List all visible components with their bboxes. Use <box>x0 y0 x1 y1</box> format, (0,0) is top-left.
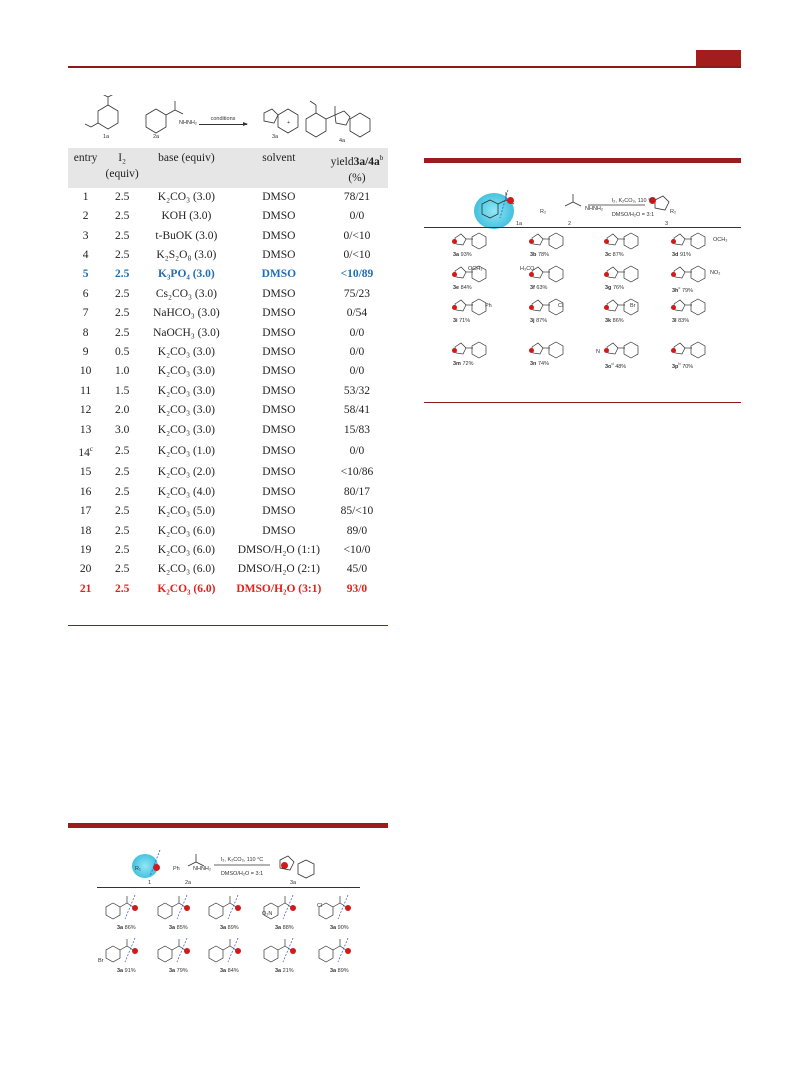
cell-i2: 2.5 <box>114 268 130 281</box>
subst-cl: Cl <box>317 903 323 909</box>
table-row <box>68 560 388 579</box>
bottom-r1-label: R₁ <box>135 866 141 872</box>
cell-solvent: DMSO <box>262 445 296 458</box>
cell-entry: 7 <box>82 307 89 320</box>
right-r2-label: R₂ <box>540 209 547 215</box>
reagent-2a: NHNH₂ <box>179 120 198 126</box>
header-rule <box>68 66 741 68</box>
table-row <box>68 463 388 482</box>
product-label: 3l 83% <box>672 318 690 324</box>
cell-solvent: DMSO <box>262 287 296 300</box>
cell-solvent: DMSO <box>262 505 296 518</box>
substrate-label: 3a 86% <box>117 925 136 931</box>
cell-entry: 4 <box>82 249 89 262</box>
table-row <box>68 207 388 226</box>
reaction-arrow <box>199 124 247 125</box>
cell-base: K₂CO₃ (3.0) <box>157 190 216 203</box>
cell-solvent: DMSO <box>261 268 297 281</box>
bottom-label-1: 1 <box>148 880 152 886</box>
cell-entry: 9 <box>82 346 89 359</box>
table-row <box>68 324 388 343</box>
substrate-label: 3a 79% <box>169 968 188 974</box>
cell-yield: 0/0 <box>349 346 365 359</box>
cell-i2: 2.5 <box>114 326 130 339</box>
table-row <box>68 440 388 463</box>
right-cond-top: I₂, K₂CO₃, 110 °C <box>611 198 655 204</box>
cell-yield: 0/<10 <box>343 229 371 242</box>
label-3a: 3a <box>272 134 279 140</box>
cell-base: K₂CO₃ (6.0) <box>157 582 216 595</box>
subst-no2: NO₂ <box>710 270 721 276</box>
product-label: 3n 74% <box>530 361 549 367</box>
cell-i2: 2.5 <box>114 563 130 576</box>
product-dot <box>452 348 457 353</box>
substrate-label: 3a 89% <box>330 968 349 974</box>
subst-o2n: O₂N <box>262 911 273 917</box>
cell-base: K₂CO₃ (6.0) <box>157 563 216 576</box>
cell-entry: 3 <box>82 229 89 242</box>
substrate-structure <box>314 895 360 923</box>
cell-yield: 58/41 <box>343 404 371 417</box>
cell-solvent: DMSO <box>262 346 296 359</box>
product-dot <box>529 239 534 244</box>
cell-yield: 80/17 <box>343 485 371 498</box>
cell-solvent: DMSO/H₂O (2:1) <box>237 563 320 576</box>
substrate-structure <box>314 938 360 966</box>
table-row <box>68 285 388 304</box>
table-row <box>68 502 388 521</box>
bottom-cond-bottom: DMSO/H₂O = 3:1 <box>220 871 264 877</box>
table-row <box>68 246 388 265</box>
product-dot <box>604 348 609 353</box>
substrate-dot <box>235 905 241 911</box>
cell-solvent: DMSO <box>262 229 296 242</box>
product-structure <box>451 230 499 250</box>
cell-i2: 2.5 <box>114 524 130 537</box>
cell-entry: 16 <box>79 485 92 498</box>
cell-i2: 1.5 <box>114 384 130 397</box>
cell-i2: 2.5 <box>114 190 130 203</box>
header-solvent: solvent <box>232 148 326 188</box>
cell-solvent: DMSO <box>262 524 296 537</box>
subst-pyridine-n: N <box>596 349 600 355</box>
product-dot <box>529 272 534 277</box>
bottom-label-3a: 3a <box>290 880 297 886</box>
cell-base: NaOCH₃ (3.0) <box>153 326 220 339</box>
cell-solvent: DMSO <box>262 249 296 262</box>
cell-entry: 2 <box>82 210 89 223</box>
product-dot <box>452 272 457 277</box>
subst-och3-meta: OCH₃ <box>468 266 483 272</box>
cell-solvent: DMSO/H₂O (3:1) <box>236 582 322 595</box>
label-2a: 2a <box>153 134 160 140</box>
cell-i2: 3.0 <box>114 423 130 436</box>
cell-yield: 0/0 <box>349 326 365 339</box>
table-row <box>68 580 388 599</box>
cell-base: Cs₂CO₃ (3.0) <box>155 287 217 300</box>
cell-i2: 2.5 <box>114 210 130 223</box>
product-structure <box>528 296 576 316</box>
product-dot <box>529 348 534 353</box>
cell-base: K₂CO₃ (3.0) <box>157 346 216 359</box>
cell-yield: 93/0 <box>346 582 368 595</box>
product-label: 3i 71% <box>453 318 471 324</box>
table-row <box>68 483 388 502</box>
substrate-structure <box>101 895 147 923</box>
substrate-dot <box>184 948 190 954</box>
right-scheme-divider <box>424 227 741 228</box>
cell-base: K₂CO₃ (6.0) <box>157 543 216 556</box>
optimization-table <box>68 148 388 599</box>
subst-ph: Ph <box>485 303 492 309</box>
cell-base: K₂CO₃ (3.0) <box>157 404 216 417</box>
table-bottom-rule <box>68 625 388 626</box>
cell-entry: 6 <box>82 287 89 300</box>
product-label: $3o^d$ 48% <box>605 361 627 370</box>
header-i2: I₂ (equiv) <box>103 148 141 188</box>
cell-i2: 0.5 <box>114 346 130 359</box>
subst-och3: OCH₃ <box>713 237 728 243</box>
substrate-label: 3a 90% <box>330 925 349 931</box>
product-label: 3g 76% <box>605 285 624 291</box>
cell-solvent: DMSO <box>262 210 296 223</box>
cell-entry: 19 <box>79 543 92 556</box>
cell-i2: 2.0 <box>114 404 130 417</box>
cell-base: K₂CO₃ (3.0) <box>157 365 216 378</box>
cell-solvent: DMSO <box>262 423 296 436</box>
substrate-dot <box>345 948 351 954</box>
substrate-structure <box>204 938 250 966</box>
cell-solvent: DMSO <box>262 365 296 378</box>
cell-base: K₂CO₃ (1.0) <box>157 445 216 458</box>
product-dot <box>452 239 457 244</box>
table-row <box>68 522 388 541</box>
product-dot <box>671 272 676 277</box>
plus-sign: + <box>287 120 291 126</box>
substrate-dot <box>345 905 351 911</box>
product-label: 3b 78% <box>530 252 549 258</box>
cell-i2: 2.5 <box>114 582 130 595</box>
subst-br: Br <box>98 958 104 964</box>
cell-entry: 11 <box>80 384 92 397</box>
cell-entry: 1 <box>82 190 89 203</box>
header-entry: entry <box>68 148 103 188</box>
product-dot <box>671 348 676 353</box>
substrate-dot <box>290 905 296 911</box>
cell-yield: 0/0 <box>349 365 365 378</box>
cell-base: K₃PO₄ (3.0) <box>158 268 215 281</box>
cell-yield: 0/0 <box>349 210 365 223</box>
cell-i2: 2.5 <box>114 445 130 458</box>
right-reagent-2: NHNH₂ <box>585 206 604 212</box>
product-dot <box>671 239 676 244</box>
cell-entry: 20 <box>79 563 92 576</box>
substrate-label: 3a 21% <box>275 968 294 974</box>
substrate-structure <box>204 895 250 923</box>
conditions: conditions <box>210 116 236 122</box>
table-row <box>68 382 388 401</box>
substrate-dot <box>132 905 138 911</box>
product-label: 3a 93% <box>453 252 472 258</box>
cell-entry: 10 <box>79 365 92 378</box>
subst-br: Br <box>630 303 636 309</box>
product-label: 3c 87% <box>605 252 624 258</box>
substrate-dot <box>290 948 296 954</box>
cell-i2: 2.5 <box>114 466 130 479</box>
product-structure <box>603 263 651 283</box>
cell-i2: 2.5 <box>114 249 130 262</box>
label-4a: 4a <box>339 138 346 144</box>
substrate-structure <box>153 895 199 923</box>
cell-yield: 53/32 <box>343 384 371 397</box>
cell-yield: 85/<10 <box>340 505 374 518</box>
product-structure <box>603 230 651 250</box>
substrate-label: 3a 84% <box>220 968 239 974</box>
substrate-label: 3a 91% <box>117 968 136 974</box>
product-structure <box>451 296 499 316</box>
table-header-row <box>68 148 388 188</box>
bottom-scheme-top-bar <box>68 823 388 828</box>
right-product-r: R₂ <box>670 209 677 215</box>
product-structure <box>670 296 718 316</box>
cell-yield: 15/83 <box>343 423 371 436</box>
cell-base: NaHCO₃ (3.0) <box>153 307 220 320</box>
substrate-label: 3a 88% <box>275 925 294 931</box>
table-row <box>68 188 388 207</box>
table-row <box>68 541 388 560</box>
cell-i2: 2.5 <box>114 485 130 498</box>
cell-base: K₂CO₃ (5.0) <box>157 505 216 518</box>
substrate-dot <box>184 905 190 911</box>
cell-solvent: DMSO <box>262 384 296 397</box>
cell-base: K₂CO₃ (6.0) <box>157 524 216 537</box>
bottom-ph: Ph <box>173 866 180 872</box>
cell-yield: 45/0 <box>346 563 368 576</box>
cell-base: K₂S₂O₈ (3.0) <box>156 249 217 262</box>
cell-yield: 0/<10 <box>343 249 371 262</box>
product-label: $3p^b$ 70% <box>672 361 694 370</box>
cell-i2: 2.5 <box>114 229 130 242</box>
product-structure <box>528 263 576 283</box>
header-yield: $yield3a/4a^b$ (%) <box>326 148 388 188</box>
product-dot <box>604 239 609 244</box>
cell-yield: 78/21 <box>343 190 371 203</box>
product-structure <box>528 339 576 359</box>
product-structure <box>603 339 651 359</box>
cell-solvent: DMSO <box>262 404 296 417</box>
product-label: 3m 72% <box>453 361 474 367</box>
bottom-scheme-divider <box>97 887 360 888</box>
table-row <box>68 401 388 420</box>
product-label: 3k 86% <box>605 318 624 324</box>
product-structure <box>670 339 718 359</box>
cell-entry: 13 <box>79 423 92 436</box>
cell-yield: 0/54 <box>346 307 368 320</box>
substrate-label: 3a 89% <box>220 925 239 931</box>
subst-cl: Cl <box>558 303 564 309</box>
substrate-structure <box>259 895 305 923</box>
cell-yield: <10/86 <box>340 466 374 479</box>
cell-entry: 14$^c$ <box>78 445 93 459</box>
subst-h3co: H₃CO <box>520 266 535 272</box>
cell-base: K₂CO₃ (2.0) <box>157 466 216 479</box>
product-structure <box>451 339 499 359</box>
substrate-label: 3a 85% <box>169 925 188 931</box>
cell-entry: 12 <box>79 404 92 417</box>
right-scheme-top-bar <box>424 158 741 163</box>
product-structure <box>528 230 576 250</box>
bottom-label-2a: 2a <box>185 880 192 886</box>
cell-i2: 1.0 <box>114 365 130 378</box>
cell-solvent: DMSO <box>262 485 296 498</box>
product-dot <box>604 305 609 310</box>
product-label: 3d 91% <box>672 252 691 258</box>
product-label: 3e 84% <box>453 285 472 291</box>
scheme-bottom-structures <box>130 848 330 884</box>
product-dot <box>671 305 676 310</box>
product-label: 3f 63% <box>530 285 548 291</box>
product-label: $3h^c$ 79% <box>672 285 693 294</box>
substrate-structure <box>153 938 199 966</box>
cell-base: K₂CO₃ (3.0) <box>157 384 216 397</box>
cell-yield: 89/0 <box>346 524 368 537</box>
cell-yield: <10/0 <box>343 543 371 556</box>
right-cond-bottom: DMSO/H₂O = 3:1 <box>611 212 655 218</box>
cell-base: K₂CO₃ (4.0) <box>157 485 216 498</box>
cell-i2: 2.5 <box>114 307 130 320</box>
product-structure <box>670 230 718 250</box>
product-structure <box>603 296 651 316</box>
substrate-structure <box>101 938 147 966</box>
cell-entry: 8 <box>82 326 89 339</box>
header-tab <box>696 50 741 66</box>
substrate-structure <box>259 938 305 966</box>
product-dot <box>604 272 609 277</box>
cell-entry: 5 <box>82 268 89 281</box>
cell-entry: 21 <box>79 582 92 595</box>
header-base: base (equiv) <box>141 148 232 188</box>
right-label-2: 2 <box>568 221 572 227</box>
table-row <box>68 304 388 323</box>
product-dot <box>529 305 534 310</box>
right-scheme-bottom-rule <box>424 402 741 403</box>
table-row <box>68 421 388 440</box>
bottom-reagent: NHNH₂ <box>193 866 212 872</box>
substrate-dot <box>132 948 138 954</box>
cell-base: K₂CO₃ (3.0) <box>157 423 216 436</box>
cell-solvent: DMSO <box>262 307 296 320</box>
label-1a: 1a <box>103 134 110 140</box>
cell-solvent: DMSO <box>262 466 296 479</box>
cell-entry: 15 <box>79 466 92 479</box>
cell-solvent: DMSO/H₂O (1:1) <box>237 543 320 556</box>
cell-solvent: DMSO <box>262 326 296 339</box>
table-row <box>68 362 388 381</box>
cell-i2: 2.5 <box>114 543 130 556</box>
product-dot <box>452 305 457 310</box>
cell-yield: 75/23 <box>343 287 371 300</box>
table-row <box>68 227 388 246</box>
cell-yield: 0/0 <box>349 445 365 458</box>
table-row <box>68 343 388 362</box>
cell-yield: <10/89 <box>340 268 374 281</box>
right-label-1a: 1a <box>516 221 523 227</box>
right-label-3: 3 <box>665 221 669 227</box>
cell-entry: 18 <box>79 524 92 537</box>
cell-solvent: DMSO <box>262 190 296 203</box>
reactive-site-dot <box>507 197 514 204</box>
cell-base: KOH (3.0) <box>161 210 212 223</box>
table-row <box>68 265 388 284</box>
cell-entry: 17 <box>79 505 92 518</box>
cell-i2: 2.5 <box>114 505 130 518</box>
product-label: 3j 87% <box>530 318 548 324</box>
substrate-dot <box>235 948 241 954</box>
cell-i2: 2.5 <box>114 287 130 300</box>
bottom-cond-top: I₂, K₂CO₃, 110 °C <box>220 857 264 863</box>
cell-base: t-BuOK (3.0) <box>155 229 218 242</box>
